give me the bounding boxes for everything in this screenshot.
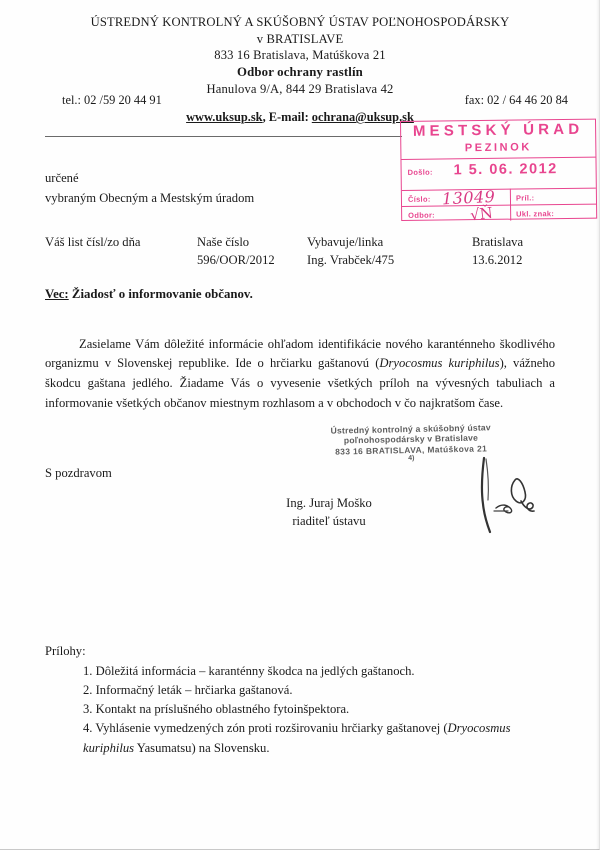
- signer-role: riaditeľ ústavu: [292, 514, 366, 529]
- reference-handled-by-value: Ing. Vrabček/475: [307, 252, 395, 267]
- reference-handled-by: [307, 234, 394, 270]
- signer-name: Ing. Juraj Moško: [286, 496, 372, 510]
- stamp-received-label: Došlo:: [407, 167, 433, 177]
- attachment-number-1: 1.: [83, 664, 93, 678]
- attachment-text-1: Dôležitá informácia – karanténny škodca na jedlých gaštanoch.: [95, 664, 415, 678]
- stamp-divider-middle: [402, 188, 596, 191]
- fax-text: fax: 02 / 64 46 20 84: [464, 93, 568, 107]
- reference-handled-by-header: Vybavuje/linka: [307, 235, 384, 249]
- stamp-department-label: Odbor:: [408, 210, 436, 220]
- stamp-attachments-label: Príl.:: [515, 193, 535, 203]
- attachments-list: [83, 662, 555, 758]
- stamp-number-value: 13049: [441, 186, 496, 209]
- stamp-divider-top: [401, 157, 595, 160]
- attachment-number-3: 3.: [83, 702, 93, 717]
- office-stamp-line-4: 4): [408, 454, 415, 463]
- stamp-received-date: 1 5. 06. 2012: [453, 161, 558, 179]
- attachment-text-2: Informačný leták – hrčiarka gaštanová.: [95, 683, 293, 698]
- body-text-part-2: ), vážneho škodcu gaštana jedlého. Žiadame Vás o vyvesenie všetkých príloh na vývesných tabuliach a informovanie všetkých občanov miestnym rozhlasom a v obchodoch v čo najkratšom čase.: [45, 356, 555, 411]
- letter-body-paragraph: [45, 335, 555, 415]
- attachment-number-4: 4.: [83, 721, 93, 736]
- attachments-label: Prílohy:: [45, 644, 86, 658]
- subject-label: Vec:: [45, 287, 69, 301]
- stamp-divider-vertical: [510, 189, 511, 221]
- addressee-block: [45, 168, 254, 209]
- signer-block: [0, 494, 600, 531]
- attachment-text-3: Kontakt na príslušného oblastného fytoinšpektora.: [95, 702, 350, 717]
- letterhead: [0, 14, 600, 98]
- attachment-text-4b: Yasumatsu) na Slovensku.: [134, 740, 270, 755]
- subject-text: Žiadosť o informovanie občanov.: [68, 287, 253, 301]
- list-item: [83, 719, 555, 757]
- office-stamp-line-1: Ústredný kontrolný a skúšobný ústav: [330, 422, 491, 436]
- subject-line: [45, 287, 253, 302]
- stamp-office-city: PEZINOK: [464, 141, 532, 155]
- stamp-office-title: MESTSKÝ ÚRAD: [412, 120, 584, 140]
- letterhead-address: 833 16 Bratislava, Matúškova 21: [214, 48, 386, 63]
- reference-place-date: [472, 234, 523, 270]
- addressee-line-2: vybraným Obecným a Mestským úradom: [45, 191, 255, 206]
- letterhead-department: Odbor ochrany rastlín: [237, 65, 363, 80]
- letterhead-address-secondary: Hanulova 9/A, 844 29 Bratislava 42: [206, 82, 394, 97]
- reference-your-letter: [45, 234, 141, 252]
- list-item: [83, 700, 555, 719]
- email-link[interactable]: ochrana@uksup.sk: [311, 110, 414, 124]
- letterhead-organization: ÚSTREDNÝ KONTROLNÝ A SKÚŠOBNÝ ÚSTAV POĽNOHOSPODÁRSKY: [90, 15, 510, 29]
- letterhead-contact-row: [0, 93, 600, 109]
- list-item: [83, 681, 555, 700]
- office-stamp-line-3: 833 16 BRATISLAVA, Matúškova 21: [335, 443, 488, 457]
- email-label: , E-mail:: [262, 110, 312, 124]
- reference-place: Bratislava: [472, 235, 524, 249]
- scan-edge-shadow: [596, 0, 599, 850]
- website-link[interactable]: www.uksup.sk: [186, 110, 263, 124]
- attachment-text-4a: Vyhlásenie vymedzených zón proti rozširovaniu hrčiarky gaštanovej (: [95, 721, 448, 736]
- office-stamp-line-2: poľnohospodársky v Bratislave: [343, 432, 479, 446]
- attachment-number-2: 2.: [83, 683, 93, 698]
- list-item: [83, 662, 555, 681]
- stamp-number-label: Číslo:: [407, 194, 431, 204]
- incoming-mail-stamp: [400, 119, 597, 225]
- letterhead-divider-rule: [45, 136, 402, 137]
- body-text-part-1: Zasielame Vám dôležité informácie ohľadom identifikácie nového karanténneho škodlivého organizmu v Slovenskej republike. Ide o hrčiarku gaštanovú (: [45, 336, 555, 371]
- stamp-divider-bottom: [402, 204, 596, 207]
- reference-date: 13.6.2012: [472, 252, 523, 267]
- reference-our-number-header: Naše číslo: [197, 235, 250, 249]
- addressee-line-1: určené: [45, 171, 79, 185]
- telephone-text: tel.: 02 /59 20 44 91: [62, 93, 162, 107]
- stamp-filing-label: Ukl. znak:: [516, 209, 555, 219]
- body-species-name: Dryocosmus kuriphilus: [379, 356, 500, 371]
- reference-our-number: [197, 234, 275, 270]
- closing-salutation: S pozdravom: [45, 466, 112, 480]
- attachment-species-4: Dryocosmus kuriphilus: [83, 721, 511, 755]
- reference-your-letter-header: Váš list čísl/zo dňa: [45, 235, 141, 249]
- stamp-department-value: √Ň: [469, 203, 494, 225]
- letterhead-city: v BRATISLAVE: [256, 31, 344, 46]
- reference-our-number-value: 596/OOR/2012: [197, 252, 275, 267]
